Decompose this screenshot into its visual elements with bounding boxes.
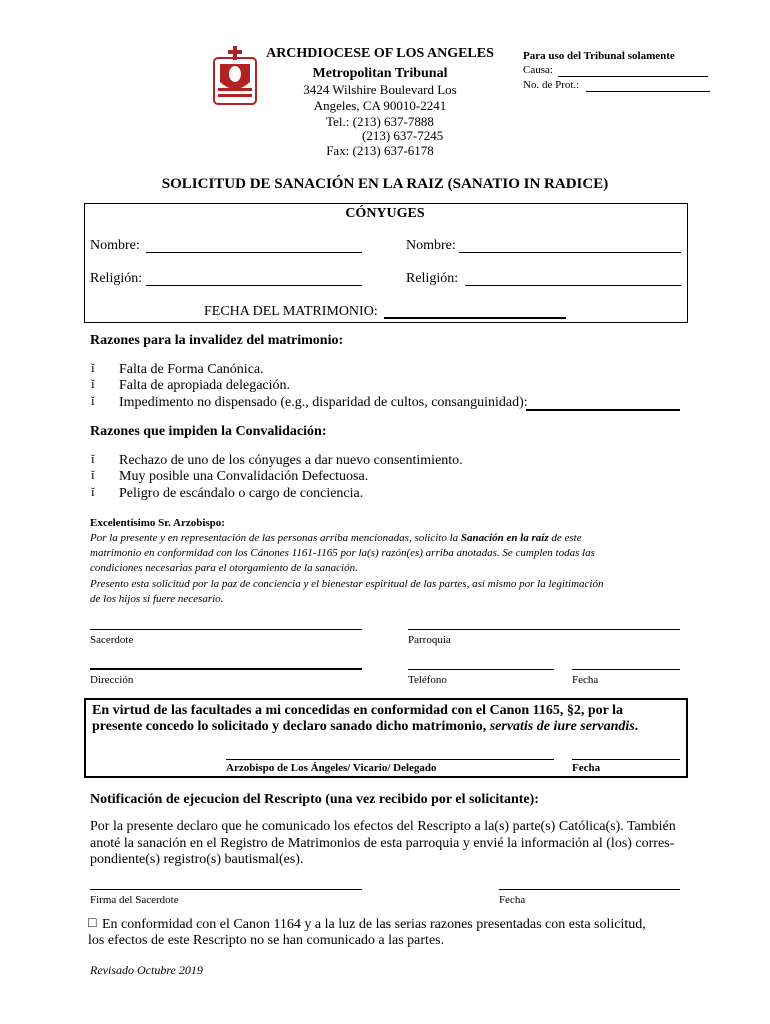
petition-line-1 <box>90 532 582 544</box>
checkbox-icon[interactable]: □ <box>88 916 97 931</box>
petition-line-2: matrimonio en conformidad con los Cánones 1161-1165 por la(s) razón(es) arriba anotadas. Se cumplen todas las <box>90 547 595 559</box>
invalidity-item-1: Falta de Forma Canónica. <box>119 362 264 377</box>
causa-line[interactable] <box>558 76 708 77</box>
checkbox-icon[interactable]: ǐ <box>91 393 95 408</box>
petition-sanation: Sanación en la raíz <box>460 532 549 544</box>
office-use-title: Para uso del Tribunal solamente <box>523 50 675 62</box>
date-line[interactable] <box>572 669 680 670</box>
prot-label: No. de Prot.: <box>523 79 580 91</box>
convalidation-heading: Razones que impiden la Convalidación: <box>90 424 327 439</box>
notification-line-2: anoté la sanación en el Registro de Matrimonios de esta parroquia y envié la información al (los) corres- <box>90 836 675 851</box>
form-title: SOLICITUD DE SANACIÓN EN LA RAIZ (SANATIO IN RADICE) <box>161 176 609 192</box>
invalidity-item-3: Impedimento no dispensado (e.g., disparidad de cultos, consanguinidad): <box>119 395 528 410</box>
notification-line-3: pondiente(s) registro(s) bautismal(es). <box>90 852 304 867</box>
checkbox-icon[interactable]: ǐ <box>91 467 95 482</box>
phone-line[interactable] <box>408 669 554 670</box>
grant-latin: servatis de iure servandis <box>489 719 635 734</box>
org-name: ARCHDIOCESE OF LOS ANGELES <box>266 46 494 61</box>
checkbox-icon[interactable]: ǐ <box>91 360 95 375</box>
address-line[interactable] <box>90 668 362 670</box>
grant-date-line[interactable] <box>572 759 680 760</box>
marriage-date-label: FECHA DEL MATRIMONIO: <box>204 304 378 319</box>
religion-field-2[interactable] <box>465 285 681 286</box>
checkbox-icon[interactable]: ǐ <box>91 376 95 391</box>
priest-firm-label: Firma del Sacerdote <box>90 894 179 906</box>
grant-date-label: Fecha <box>572 762 601 774</box>
religion-label-1: Religión: <box>90 271 143 286</box>
prot-line[interactable] <box>586 91 710 92</box>
name-label-1: Nombre: <box>90 238 140 253</box>
name-label-2: Nombre: <box>406 238 456 253</box>
grant-line-2c: . <box>634 719 639 734</box>
religion-field-1[interactable] <box>146 285 362 286</box>
priest-signature-line[interactable] <box>90 629 362 630</box>
phone-label: Teléfono <box>408 674 447 686</box>
date-label: Fecha <box>572 674 599 686</box>
notification-line-1: Por la presente declaro que he comunicado los efectos del Rescripto a la(s) parte(s) Católica(s). También <box>90 819 676 834</box>
note-line-1: En conformidad con el Canon 1164 y a la luz de las serias razones presentadas con esta solicitud, <box>102 917 646 932</box>
checkbox-icon[interactable]: ǐ <box>91 451 95 466</box>
grant-line-1: En virtud de las facultades a mi concedidas en conformidad con el Canon 1165, §2, por la <box>92 703 624 718</box>
grant-line-2 <box>92 719 638 735</box>
priest-label: Sacerdote <box>90 634 134 646</box>
invalidity-item-2: Falta de apropiada delegación. <box>119 378 291 393</box>
tel-line-2: (213) 637-7245 <box>362 128 444 143</box>
grant-line-2a: presente concedo lo solicitado y declaro sanado dicho matrimonio, <box>92 719 490 734</box>
archbishop-label: Arzobispo de Los Ángeles/ Vicario/ Delegado <box>226 762 437 774</box>
note-line-2: los efectos de este Rescripto no se han comunicado a las partes. <box>88 933 445 948</box>
marriage-date-field[interactable] <box>384 317 566 319</box>
parish-label: Parroquia <box>408 634 451 646</box>
impediment-field[interactable] <box>526 409 680 411</box>
checkbox-icon[interactable]: ǐ <box>91 484 95 499</box>
priest-firm-line[interactable] <box>90 889 362 890</box>
petition-line-4: Presento esta solicitud por la paz de conciencia y el bienestar espiritual de las partes, así mismo por la legitimación <box>90 578 604 590</box>
name-field-1[interactable] <box>146 252 362 253</box>
notification-heading: Notificación de ejecucion del Rescripto (una vez recibido por el solicitante): <box>90 792 539 807</box>
petition-line-5: de los hijos si fuere necesario. <box>90 593 224 605</box>
tel-line-1: Tel.: (213) 637-7888 <box>326 114 434 129</box>
convalidation-item-2: Muy posible una Convalidación Defectuosa. <box>119 469 369 484</box>
salutation: Excelentísimo Sr. Arzobispo: <box>90 517 225 529</box>
petition-line-3: condiciones necesarias para el otorgamiento de la sanación. <box>90 562 358 574</box>
convalidation-item-1: Rechazo de uno de los cónyuges a dar nuevo consentimiento. <box>119 453 463 468</box>
parish-line[interactable] <box>408 629 680 630</box>
tribunal-name: Metropolitan Tribunal <box>312 66 448 81</box>
religion-label-2: Religión: <box>406 271 459 286</box>
petition-line-1c: de este <box>548 532 582 544</box>
address-line-1: 3424 Wilshire Boulevard Los <box>303 82 457 97</box>
invalidity-heading: Razones para la invalidez del matrimonio: <box>90 333 344 348</box>
spouses-heading: CÓNYUGES <box>345 206 425 221</box>
fax-line: Fax: (213) 637-6178 <box>326 143 434 158</box>
convalidation-item-3: Peligro de escándalo o cargo de conciencia. <box>119 486 364 501</box>
revision-note: Revisado Octubre 2019 <box>90 963 203 977</box>
notification-date-line[interactable] <box>499 889 680 890</box>
archbishop-signature-line[interactable] <box>226 759 554 760</box>
causa-label: Causa: <box>523 64 553 76</box>
petition-line-1a: Por la presente y en representación de las personas arriba mencionadas, solicito la <box>90 532 461 544</box>
address-line-2: Angeles, CA 90010-2241 <box>313 98 447 113</box>
name-field-2[interactable] <box>459 252 681 253</box>
address-label: Dirección <box>90 674 134 686</box>
notification-date-label: Fecha <box>499 894 526 906</box>
